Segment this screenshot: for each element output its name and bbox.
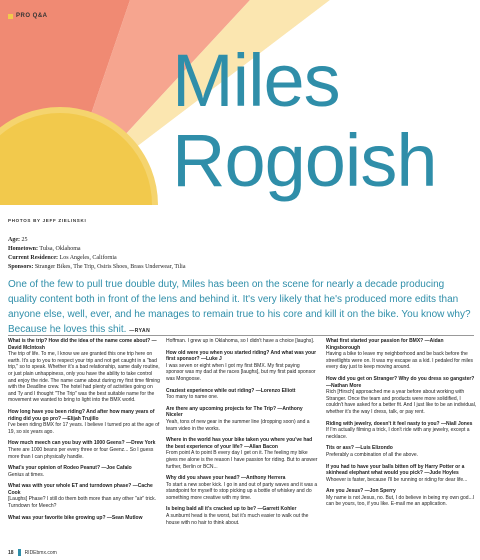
question: What is the trip? How did the idea of the name come about? —David McIntosh <box>8 338 157 351</box>
footer-bar-icon <box>18 549 21 556</box>
fact-residence: Current Residence: Los Angeles, California <box>8 255 117 261</box>
qa-item <box>166 388 318 401</box>
answer: Hoffman. I grew up in Oklahoma, so I didn't have a choice [laughs]. <box>166 338 315 344</box>
question: How did you get on Stranger? Why do you dress so gangster? —Nathan More <box>326 375 475 389</box>
question: Are you Jesus? —Jon Sperry <box>326 488 396 495</box>
intro-paragraph <box>8 277 474 339</box>
photo-credit: PHOTOS BY JEFF ZIELINSKI <box>8 218 87 223</box>
qa-column-2 <box>166 338 318 531</box>
fact-sponsors: Sponsors: Stranger Bikes, The Trip, Osiris Shoes, Brass Underwear, Tilia <box>8 264 186 270</box>
answer: [Laughs] Phase? I still do them both more than any other "air" trick. Turndown for Meech? <box>8 496 157 510</box>
qa-item <box>326 421 478 441</box>
qa-column-3 <box>326 338 478 513</box>
answer: Whoever is faster, because I'll be running or riding for dear life... <box>326 476 468 483</box>
question: How much meech can you buy with 1000 Geens? —Drew York <box>8 440 156 447</box>
answer: A sunburnt head is the worst, but it's much easier to walk out the house with no hair to think about. <box>166 513 309 526</box>
qa-item <box>8 409 160 435</box>
qa-item <box>166 475 318 501</box>
qa-item <box>166 338 318 345</box>
question: If you had to have your balls bitten off by Harry Potter or a skinhead elephant what would you pick? —Jude Hoyles <box>326 463 465 477</box>
qa-item <box>326 376 478 416</box>
qa-item <box>166 506 318 526</box>
question: What was your favorite bike growing up? —Sean Mutlow <box>8 514 143 521</box>
title-last-name: Rogoish <box>172 119 437 202</box>
intro-text: One of the few to pull true double duty, Miles has been on the scene for nearly a decade producing quality content both in front of the lens and behind it. It's very likely that he's produced more edits than anyone else, well, ever, and he manages to remain true to his core and kill it on the bike. You know why? Because he loves this shit. <box>8 279 471 335</box>
qa-item <box>326 488 478 508</box>
qa-item <box>8 338 160 404</box>
question: Riding with jewelry, doesn't it feel nasty to you? —Niall Jones <box>326 420 473 427</box>
question: Are there any upcoming projects for The Trip? —Anthony Niceler <box>166 405 303 419</box>
answer: Yeah, tons of new gear in the summer line (dropping soon) and a team video in the works. <box>166 418 310 432</box>
question: Is being bald all it's cracked up to be? —Garrett Kohler <box>166 506 297 513</box>
answer: If I'm actually filming a trick, I don't ride with any jewelry, except a necklace. <box>326 427 470 440</box>
qa-item <box>166 406 318 432</box>
qa-item <box>326 464 478 484</box>
question: Where in the world has your bike taken you where you've had the best experience of your life? —Allan Bacon <box>166 437 313 450</box>
page-footer <box>8 549 57 556</box>
fact-age: Age: 25 <box>8 237 28 243</box>
qa-item <box>166 437 318 470</box>
answer: To start a new sober kick. I go in and out of party waves and it was a standpoint for myself to stop picking up a bottle of whiskey and do something more creative with my time. <box>166 481 318 501</box>
question: Craziest experience while out riding? —Lorenzo Elliott <box>166 387 296 394</box>
question: Tits or ass? —Luis Elizondo <box>326 445 393 452</box>
answer: Genius at times. <box>8 471 45 478</box>
question: How long have you been riding? And after how many years of riding did you go pro? —Elijah Trujillo <box>8 408 155 422</box>
qa-column-1 <box>8 338 160 526</box>
answer: From point A to point B every day I get on it. The feeling my bike gives me alone is the reason I have passion for riding. But to answer further, Berlin or BCN... <box>166 450 318 470</box>
hero-artwork <box>0 0 480 205</box>
question: What was with your whole ET and turndown phase? —Cache Cook <box>8 483 153 496</box>
section-divider <box>8 335 474 336</box>
qa-item <box>8 483 160 509</box>
question: What first started your passion for BMX? —Aidan Kingsborough <box>326 338 444 351</box>
answer: I've been riding BMX for 17 years. I believe I turned pro at the age of 19, so six years ago. <box>8 422 160 435</box>
qa-item <box>8 440 160 460</box>
fact-hometown: Hometown: Tulsa, Oklahoma <box>8 246 81 252</box>
section-tag-label: PRO Q&A <box>16 13 48 19</box>
question: How old were you when you started riding? And what was your first sponsor? —Luke J <box>166 349 317 363</box>
page-number: 18 <box>8 549 14 556</box>
section-marker-icon <box>8 14 13 19</box>
answer: Preferably a combination of all the above. <box>326 451 418 458</box>
site-url: RIDEbmx.com <box>24 549 57 556</box>
intro-signature: —RYAN <box>129 328 151 334</box>
answer: The trip of life. To me, I know we are granted this one trip here on earth. It's up to you to respect your trip and not get caught in a "bad trip," so to speak. Whether it's a bad relationship, same daily routine, or just plain unhappiness, only you have the ability to take control and enjoy the ride. The name came about during my first time filming with the Deadline crew. The hotel had plenty of activities going on and Ty and I thought "The Trip" was the best suitable name for the movement we wanted to bring to light into the BMX world. <box>8 351 160 404</box>
answer: Rich [Hirsch] approached me a year before about working with Stranger. Once the team and products were more solidified, I couldn't have asked for a better fit. And I just like to be an individual, whether it's the way I dress, talk, or pay rent. <box>326 389 477 415</box>
qa-item <box>8 465 160 478</box>
answer: Too many to name one. <box>166 394 219 401</box>
answer: I was seven or eight when I got my first BMX. My first paying sponsor was my dad at the races [laughs], but my first paid sponsor was Mongoose. <box>166 362 316 382</box>
rider-facts <box>8 236 186 272</box>
answer: Having a bike to leave my neighborhood and be back before the streetlights were on. It was my escape as a kid. I pedaled for miles every day just to keep moving around. <box>326 351 474 371</box>
section-tag <box>8 13 48 19</box>
qa-item <box>326 445 478 458</box>
question: What's your opinion of Rodeo Peanut? —Joe Cafalo <box>8 465 132 472</box>
question: Why did you shave your head? —Anthony Herrera <box>166 475 286 482</box>
qa-item <box>166 350 318 383</box>
qa-item <box>8 515 160 522</box>
answer: My name is not Jesus, no. But, I do believe in being my own god...I can be yours, too, if you like. E-mail me an application. <box>326 494 475 508</box>
title-first-name: Miles <box>172 39 340 122</box>
answer: There are 1000 beans per every three or four Geenz... So I guess more than I can physically handle. <box>8 446 154 460</box>
qa-item <box>326 338 478 371</box>
